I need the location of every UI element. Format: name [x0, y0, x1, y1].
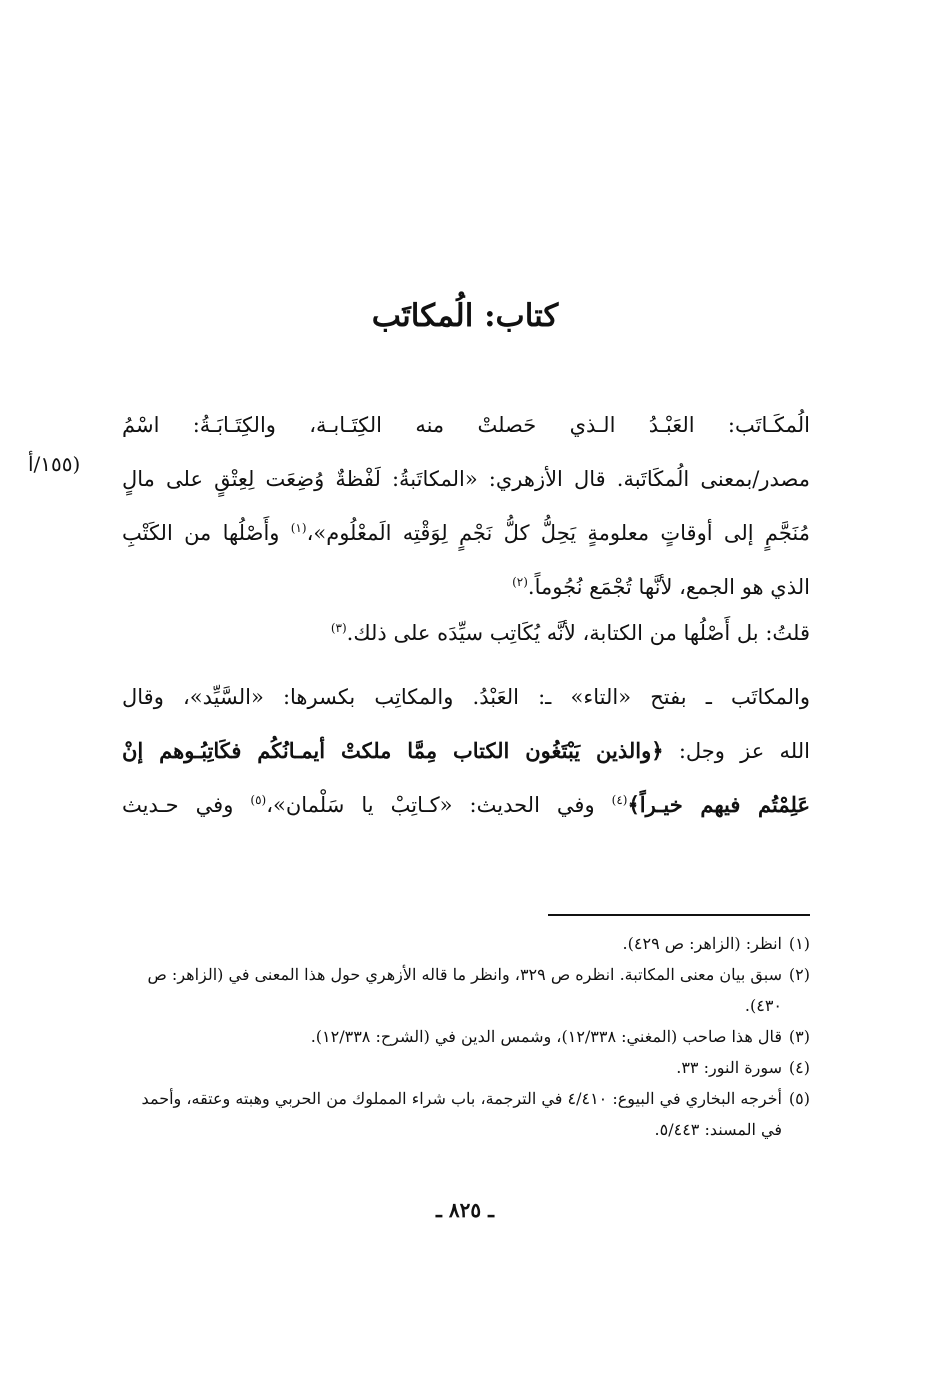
- footnote-item: [122, 1083, 810, 1145]
- paragraph-comment: [122, 606, 810, 660]
- line-text: وأَصْلُها من الكَتْبِ: [122, 521, 291, 545]
- paragraph-usage: [122, 670, 810, 832]
- paragraph-line: الُمكَـاتَب: العَبْـدُ الـذي حَصلتْ منه الكِتَـابـة، والكِتَـابَـةُ: اسْمُ: [122, 413, 810, 437]
- paragraph-line: [122, 778, 810, 832]
- footnote-item: [122, 1021, 810, 1052]
- manuscript-folio-note: (١٥٥/أ: [28, 452, 81, 476]
- paragraph-line: [122, 506, 810, 560]
- paragraph-definition: [122, 398, 810, 614]
- footnote-item: [122, 1052, 810, 1083]
- footnote-number: (٢): [788, 965, 810, 984]
- footnote-ref: (١): [290, 521, 307, 535]
- footnote-text: قال هذا صاحب (المغني: ١٢/٣٣٨)، وشمس الدين في (الشرح: ١٢/٣٣٨).: [310, 1027, 782, 1046]
- footnote-text: انظر: (الزاهر: ص ٤٢٩).: [622, 934, 782, 953]
- footnote-number: (٥): [788, 1089, 810, 1108]
- footnote-ref: (٥): [250, 793, 267, 807]
- line-text: وفي الحديث: «كـاتِبْ يا سَلْمان»،: [266, 793, 612, 817]
- quran-quote: عَلِمْتُم فيهم خيـراً﴾: [627, 792, 810, 817]
- footnote-number: (١): [788, 934, 810, 953]
- line-text: الله عز وجل:: [663, 739, 810, 763]
- quran-quote: ﴿والذين يَبْتَغُون الكتاب مِمَّا ملكتْ أيمـانُكُم فكَاتِبُـوهم إنْ: [122, 738, 664, 763]
- footnote-ref: (٣): [330, 621, 347, 635]
- footnote-text: سورة النور: ٣٣.: [676, 1058, 782, 1077]
- footnote-divider: [548, 914, 810, 916]
- footnote-item: [122, 928, 810, 959]
- footnote-text: أخرجه البخاري في البيوع: ٤/٤١٠ في الترجمة، باب شراء المملوك من الحربي وهبته وعتقه، وأحمد في المسند: ٥/٤٤٣.: [141, 1089, 782, 1139]
- footnote-text: سبق بيان معنى المكاتبة. انظره ص ٣٢٩، وانظر ما قاله الأزهري حول هذا المعنى في (الزاهر: ص ٤٣٠).: [147, 965, 782, 1015]
- footnote-number: (٤): [788, 1058, 810, 1077]
- footnote-number: (٣): [788, 1027, 810, 1046]
- footnote-ref: (٢): [512, 575, 528, 589]
- paragraph-line: والمكاتَب ـ بفتح «التاء» ـ: العَبْدُ. والمكاتِب بكسرها: «السَّيِّد»، وقال: [122, 685, 810, 709]
- paragraph-line: [122, 724, 810, 778]
- page-number: ـ ٨٢٥ ـ: [436, 1198, 494, 1222]
- chapter-title: كتاب: الُمكاتَب: [371, 298, 559, 334]
- line-text: وفي حـديث: [122, 793, 251, 817]
- footnote-item: [122, 959, 810, 1021]
- line-text: مُنَجَّمٍ إلى أوقاتٍ معلومةٍ يَحِلُّ كلُّ نَجْمٍ لِوَقْتِه الَمعْلُوم»،: [306, 521, 810, 545]
- line-text: الذي هو الجمع، لأنَّها تُجْمَع نُجُوماً.: [527, 575, 810, 599]
- footnote-ref: (٤): [611, 793, 628, 807]
- paragraph-line: مصدر/بمعنى الُمكَاتَبة. قال الأزهري: «المكاتَبةُ: لَفْظةٌ وُضِعَت لِعِتْقٍ على مالٍ: [122, 467, 810, 491]
- footnotes-list: [122, 928, 810, 1145]
- line-text: قلتُ: بل أَصْلُها من الكتابة، لأنَّه يُكَاتِب سيِّدَه على ذلك.: [346, 621, 810, 645]
